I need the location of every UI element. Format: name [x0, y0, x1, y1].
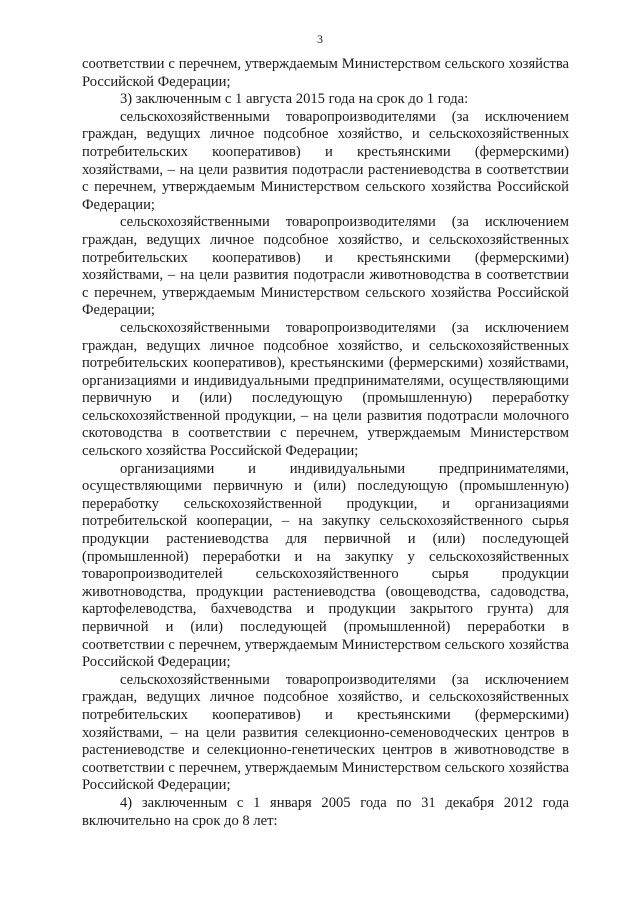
paragraph-raw-materials-purchase: организациями и индивидуальными предпринимателями, осуществляющими первичную и (или) последующую (промышленную) переработку сельскохозяйственной продукции, и организациями потребительской кооперации, – на закупку сельскохозяйственного сырья продукции растениеводства для первичной и (или) последующей (промышленной) переработки и на закупку у сельскохозяйственных товаропроизводителей сельскохозяйственного сырья продукции животноводства, продукции растениеводства (овощеводства, садоводства, картофелеводства, бахчеводства и продукции закрытого грунта) для первичной и (или) последующей (промышленной) переработки в соответствии с перечнем, утверждаемым Министерством сельского хозяйства Российской Федерации; [82, 460, 569, 671]
paragraph-breeding-centers: сельскохозяйственными товаропроизводителями (за исключением граждан, ведущих личное подсобное хозяйство, и сельскохозяйственных потребительских кооперативов) и крестьянскими (фермерскими) хозяйствами, – на цели развития селекционно-семеноводческих центров в растениеводстве и селекционно-генетических центров в животноводстве в соответствии с перечнем, утверждаемым Министерством сельского хозяйства Российской Федерации; [82, 671, 569, 794]
paragraph-clause-3: 3) заключенным с 1 августа 2015 года на срок до 1 года: [120, 91, 469, 108]
document-body [82, 56, 569, 830]
paragraph-dairy-cattle: сельскохозяйственными товаропроизводителями (за исключением граждан, ведущих личное подсобное хозяйство, и сельскохозяйственных потребительских кооперативов), крестьянскими (фермерскими) хозяйствами, организациями и индивидуальными предпринимателями, осуществляющими первичную и (или) последующую (промышленную) переработку сельскохозяйственной продукции, – на цели развития подотрасли молочного скотоводства в соответствии с перечнем, утверждаемым Министерством сельского хозяйства Российской Федерации; [82, 319, 569, 460]
paragraph-clause-4: 4) заключенным с 1 января 2005 года по 31 декабря 2012 года включительно на срок до 8 лет: [82, 794, 569, 829]
paragraph-livestock: сельскохозяйственными товаропроизводителями (за исключением граждан, ведущих личное подсобное хозяйство, и сельскохозяйственных потребительских кооперативов) и крестьянскими (фермерскими) хозяйствами, – на цели развития подотрасли животноводства в соответствии с перечнем, утверждаемым Министерством сельского хозяйства Российской Федерации; [82, 214, 569, 319]
page-number: 3 [317, 32, 323, 46]
paragraph-crop-production: сельскохозяйственными товаропроизводителями (за исключением граждан, ведущих личное подсобное хозяйство, и сельскохозяйственных потребительских кооперативов) и крестьянскими (фермерскими) хозяйствами, – на цели развития подотрасли растениеводства в соответствии с перечнем, утверждаемым Министерством сельского хозяйства Российской Федерации; [82, 108, 569, 213]
paragraph-continuation: соответствии с перечнем, утверждаемым Министерством сельского хозяйства Российской Федерации; [82, 56, 569, 90]
